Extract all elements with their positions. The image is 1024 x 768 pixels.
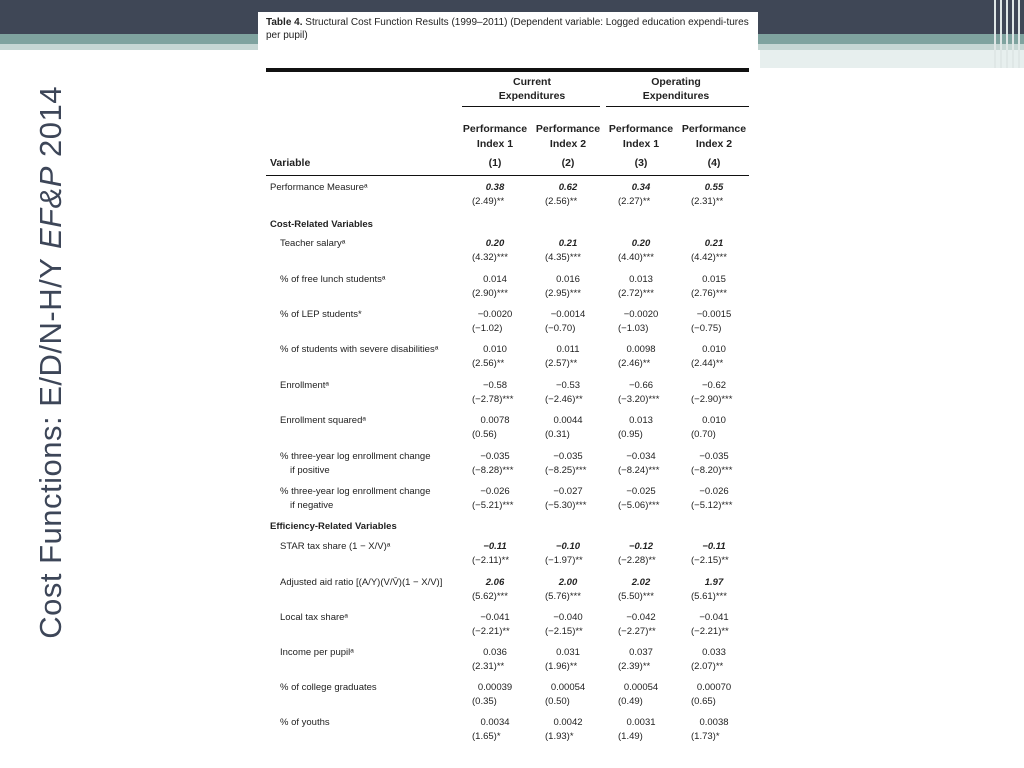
coefficient-cell: −0.035 bbox=[553, 451, 583, 462]
coefficient-cell: −0.66 bbox=[628, 380, 654, 391]
coefficient-cell: 0.0034 bbox=[480, 717, 510, 728]
coefficient-cell: −0.11 bbox=[702, 541, 726, 552]
tstat-cell: (1.96)** bbox=[545, 661, 578, 672]
tstat-cell: (−2.21)** bbox=[472, 626, 510, 637]
table-caption bbox=[266, 16, 756, 42]
row-label: % three-year log enrollment change bbox=[280, 451, 431, 462]
coefficient-cell: 0.00054 bbox=[623, 682, 659, 693]
tstat-cell: (−5.21)*** bbox=[472, 500, 514, 511]
tstat-cell: (2.27)** bbox=[618, 196, 651, 207]
coefficient-cell: 0.0044 bbox=[553, 415, 583, 426]
coefficient-cell: 0.0031 bbox=[626, 717, 656, 728]
tstat-cell: (2.95)*** bbox=[545, 288, 581, 299]
tstat-cell: (−2.15)** bbox=[691, 555, 729, 566]
tstat-cell: (0.35) bbox=[472, 696, 497, 707]
coefficient-cell: 0.0098 bbox=[626, 344, 656, 355]
coefficient-cell: 0.0042 bbox=[553, 717, 583, 728]
coefficient-cell: −0.040 bbox=[553, 612, 583, 623]
coefficient-cell: 0.62 bbox=[558, 182, 578, 193]
tstat-cell: (2.57)** bbox=[545, 358, 578, 369]
slide-title-journal: EF&P bbox=[33, 166, 68, 250]
row-label: % of students with severe disabilitiesᵃ bbox=[280, 344, 439, 355]
tstat-cell: (2.90)*** bbox=[472, 288, 508, 299]
coefficient-cell: −0.041 bbox=[699, 612, 729, 623]
coefficient-cell: 2.06 bbox=[485, 577, 505, 588]
coefficient-cell: −0.12 bbox=[628, 541, 654, 552]
coefficient-cell: 0.010 bbox=[483, 344, 507, 355]
coefficient-cell: 0.21 bbox=[558, 238, 578, 249]
tstat-cell: (5.61)*** bbox=[691, 591, 727, 602]
coefficient-cell: −0.041 bbox=[480, 612, 510, 623]
tstat-cell: (−3.20)*** bbox=[618, 394, 660, 405]
column-header-4: Performance Index 2 bbox=[681, 123, 747, 150]
coefficient-cell: 0.015 bbox=[702, 274, 726, 285]
tstat-cell: (−2.46)** bbox=[545, 394, 583, 405]
tstat-cell: (4.40)*** bbox=[618, 252, 654, 263]
coefficient-cell: −0.026 bbox=[480, 486, 510, 497]
coefficient-cell: 0.010 bbox=[702, 415, 726, 426]
tstat-cell: (4.35)*** bbox=[545, 252, 581, 263]
coefficient-cell: 0.036 bbox=[483, 647, 507, 658]
coefficient-cell: 0.011 bbox=[556, 344, 580, 355]
tstat-cell: (−8.25)*** bbox=[545, 465, 587, 476]
column-number: (3) bbox=[634, 157, 648, 169]
tstat-cell: (−2.27)** bbox=[618, 626, 656, 637]
row-label: % three-year log enrollment change bbox=[280, 486, 431, 497]
section-header-cost: Cost-Related Variables bbox=[270, 219, 373, 230]
coefficient-cell: 0.013 bbox=[629, 274, 653, 285]
tstat-cell: (−8.24)*** bbox=[618, 465, 660, 476]
tstat-cell: (2.56)** bbox=[472, 358, 505, 369]
tstat-cell: (2.44)** bbox=[691, 358, 724, 369]
slide-title bbox=[30, 86, 72, 646]
tstat-cell: (−5.06)*** bbox=[618, 500, 660, 511]
tstat-cell: (2.56)** bbox=[545, 196, 578, 207]
row-label: % of free lunch studentsᵃ bbox=[280, 274, 386, 285]
tstat-cell: (4.32)*** bbox=[472, 252, 508, 263]
tstat-cell: (0.56) bbox=[472, 429, 497, 440]
coefficient-cell: 0.20 bbox=[631, 238, 651, 249]
column-header-2: Performance Index 2 bbox=[535, 123, 601, 150]
column-header-3: Performance Index 1 bbox=[608, 123, 674, 150]
column-number: (2) bbox=[561, 157, 575, 169]
row-label-continued: if negative bbox=[290, 500, 334, 511]
table-top-rule bbox=[266, 68, 749, 72]
tstat-cell: (−2.15)** bbox=[545, 626, 583, 637]
tstat-cell: (2.31)** bbox=[472, 661, 505, 672]
column-header-1: Performance Index 1 bbox=[462, 123, 528, 150]
tstat-cell: (0.70) bbox=[691, 429, 716, 440]
coefficient-cell: −0.035 bbox=[699, 451, 729, 462]
column-number: (4) bbox=[707, 157, 721, 169]
coefficient-cell: −0.042 bbox=[626, 612, 656, 623]
coefficient-cell: 0.016 bbox=[556, 274, 580, 285]
group-rule-operating bbox=[606, 106, 749, 107]
tstat-cell: (5.62)*** bbox=[472, 591, 508, 602]
coefficient-cell: 0.0078 bbox=[480, 415, 510, 426]
coefficient-cell: −0.10 bbox=[555, 541, 581, 552]
tstat-cell: (2.39)** bbox=[618, 661, 651, 672]
tstat-cell: (−8.28)*** bbox=[472, 465, 514, 476]
slide-corner-lines bbox=[990, 0, 1024, 68]
tstat-cell: (0.65) bbox=[691, 696, 716, 707]
coefficient-cell: 0.00039 bbox=[477, 682, 513, 693]
tstat-cell: (4.42)*** bbox=[691, 252, 727, 263]
coefficient-cell: −0.0015 bbox=[696, 309, 732, 320]
coefficient-cell: −0.026 bbox=[699, 486, 729, 497]
coefficient-cell: −0.0020 bbox=[477, 309, 513, 320]
row-label: Enrollmentᵃ bbox=[280, 380, 329, 391]
table-caption-label: Table 4. bbox=[266, 17, 303, 28]
coefficient-cell: −0.035 bbox=[480, 451, 510, 462]
tstat-cell: (−1.02) bbox=[472, 323, 503, 334]
coefficient-cell: 0.00070 bbox=[696, 682, 732, 693]
tstat-cell: (2.46)** bbox=[618, 358, 651, 369]
row-label: STAR tax share (1 − X/V)ᵃ bbox=[280, 541, 391, 552]
group-header-operating: Operating Expenditures bbox=[642, 76, 710, 102]
tstat-cell: (−2.78)*** bbox=[472, 394, 514, 405]
row-label: % of college graduates bbox=[280, 682, 377, 693]
coefficient-cell: −0.62 bbox=[701, 380, 727, 391]
slide-accent-band-faint bbox=[760, 50, 1024, 68]
coefficient-cell: 0.014 bbox=[483, 274, 507, 285]
tstat-cell: (−5.12)*** bbox=[691, 500, 733, 511]
tstat-cell: (2.31)** bbox=[691, 196, 724, 207]
coefficient-cell: −0.025 bbox=[626, 486, 656, 497]
coefficient-cell: 0.010 bbox=[702, 344, 726, 355]
coefficient-cell: −0.58 bbox=[482, 380, 508, 391]
coefficient-cell: −0.11 bbox=[483, 541, 507, 552]
row-label: Enrollment squaredᵃ bbox=[280, 415, 366, 426]
coefficient-cell: 0.38 bbox=[485, 182, 505, 193]
tstat-cell: (1.49) bbox=[618, 731, 643, 742]
tstat-cell: (−2.90)*** bbox=[691, 394, 733, 405]
table-header-rule bbox=[266, 175, 749, 176]
tstat-cell: (−2.11)** bbox=[472, 555, 510, 566]
tstat-cell: (5.76)*** bbox=[545, 591, 581, 602]
tstat-cell: (1.73)* bbox=[691, 731, 720, 742]
coefficient-cell: 2.02 bbox=[631, 577, 651, 588]
variable-header: Variable bbox=[270, 157, 311, 169]
coefficient-cell: −0.53 bbox=[555, 380, 581, 391]
coefficient-cell: 1.97 bbox=[704, 577, 724, 588]
row-label: Adjusted aid ratio [(A/Y)(V/V̄)(1 − X/V)] bbox=[280, 577, 443, 588]
coefficient-cell: 0.013 bbox=[629, 415, 653, 426]
coefficient-cell: 0.031 bbox=[556, 647, 580, 658]
row-label: % of LEP students* bbox=[280, 309, 362, 320]
row-label-continued: if positive bbox=[290, 465, 330, 476]
row-label: Teacher salaryᵃ bbox=[280, 238, 346, 249]
tstat-cell: (−1.03) bbox=[618, 323, 649, 334]
tstat-cell: (2.76)*** bbox=[691, 288, 727, 299]
tstat-cell: (1.65)* bbox=[472, 731, 501, 742]
group-header-current: Current Expenditures bbox=[498, 76, 566, 102]
column-number: (1) bbox=[488, 157, 502, 169]
tstat-cell: (0.50) bbox=[545, 696, 570, 707]
tstat-cell: (−2.21)** bbox=[691, 626, 729, 637]
coefficient-cell: 0.00054 bbox=[550, 682, 586, 693]
coefficient-cell: −0.034 bbox=[626, 451, 656, 462]
regression-table bbox=[258, 12, 758, 764]
tstat-cell: (−8.20)*** bbox=[691, 465, 733, 476]
coefficient-cell: −0.0014 bbox=[550, 309, 586, 320]
tstat-cell: (−0.70) bbox=[545, 323, 576, 334]
tstat-cell: (1.93)* bbox=[545, 731, 574, 742]
tstat-cell: (5.50)*** bbox=[618, 591, 654, 602]
coefficient-cell: 0.55 bbox=[704, 182, 724, 193]
tstat-cell: (0.31) bbox=[545, 429, 570, 440]
slide-title-year: 2014 bbox=[33, 86, 68, 167]
coefficient-cell: 0.21 bbox=[704, 238, 724, 249]
coefficient-cell: 0.033 bbox=[702, 647, 726, 658]
coefficient-cell: 0.0038 bbox=[699, 717, 729, 728]
tstat-cell: (0.49) bbox=[618, 696, 643, 707]
row-label: % of youths bbox=[280, 717, 330, 728]
table-caption-text: Structural Cost Function Results (1999–2011) (Dependent variable: Logged education expendi-tures per pupil) bbox=[266, 17, 749, 41]
row-label: Local tax shareᵃ bbox=[280, 612, 348, 623]
coefficient-cell: −0.0020 bbox=[623, 309, 659, 320]
row-label: Performance Measureᵃ bbox=[270, 182, 368, 193]
tstat-cell: (−5.30)*** bbox=[545, 500, 587, 511]
coefficient-cell: 0.20 bbox=[485, 238, 505, 249]
slide-title-text: Cost Functions: E/D/N-H/Y bbox=[33, 249, 68, 639]
tstat-cell: (−1.97)** bbox=[545, 555, 583, 566]
tstat-cell: (0.95) bbox=[618, 429, 643, 440]
tstat-cell: (2.07)** bbox=[691, 661, 724, 672]
coefficient-cell: 2.00 bbox=[558, 577, 578, 588]
tstat-cell: (−2.28)** bbox=[618, 555, 656, 566]
row-label: Income per pupilᵃ bbox=[280, 647, 354, 658]
coefficient-cell: 0.34 bbox=[631, 182, 651, 193]
section-header-efficiency: Efficiency-Related Variables bbox=[270, 521, 397, 532]
group-rule-current bbox=[462, 106, 600, 107]
coefficient-cell: −0.027 bbox=[553, 486, 583, 497]
tstat-cell: (2.49)** bbox=[472, 196, 505, 207]
coefficient-cell: 0.037 bbox=[629, 647, 653, 658]
tstat-cell: (2.72)*** bbox=[618, 288, 654, 299]
tstat-cell: (−0.75) bbox=[691, 323, 722, 334]
